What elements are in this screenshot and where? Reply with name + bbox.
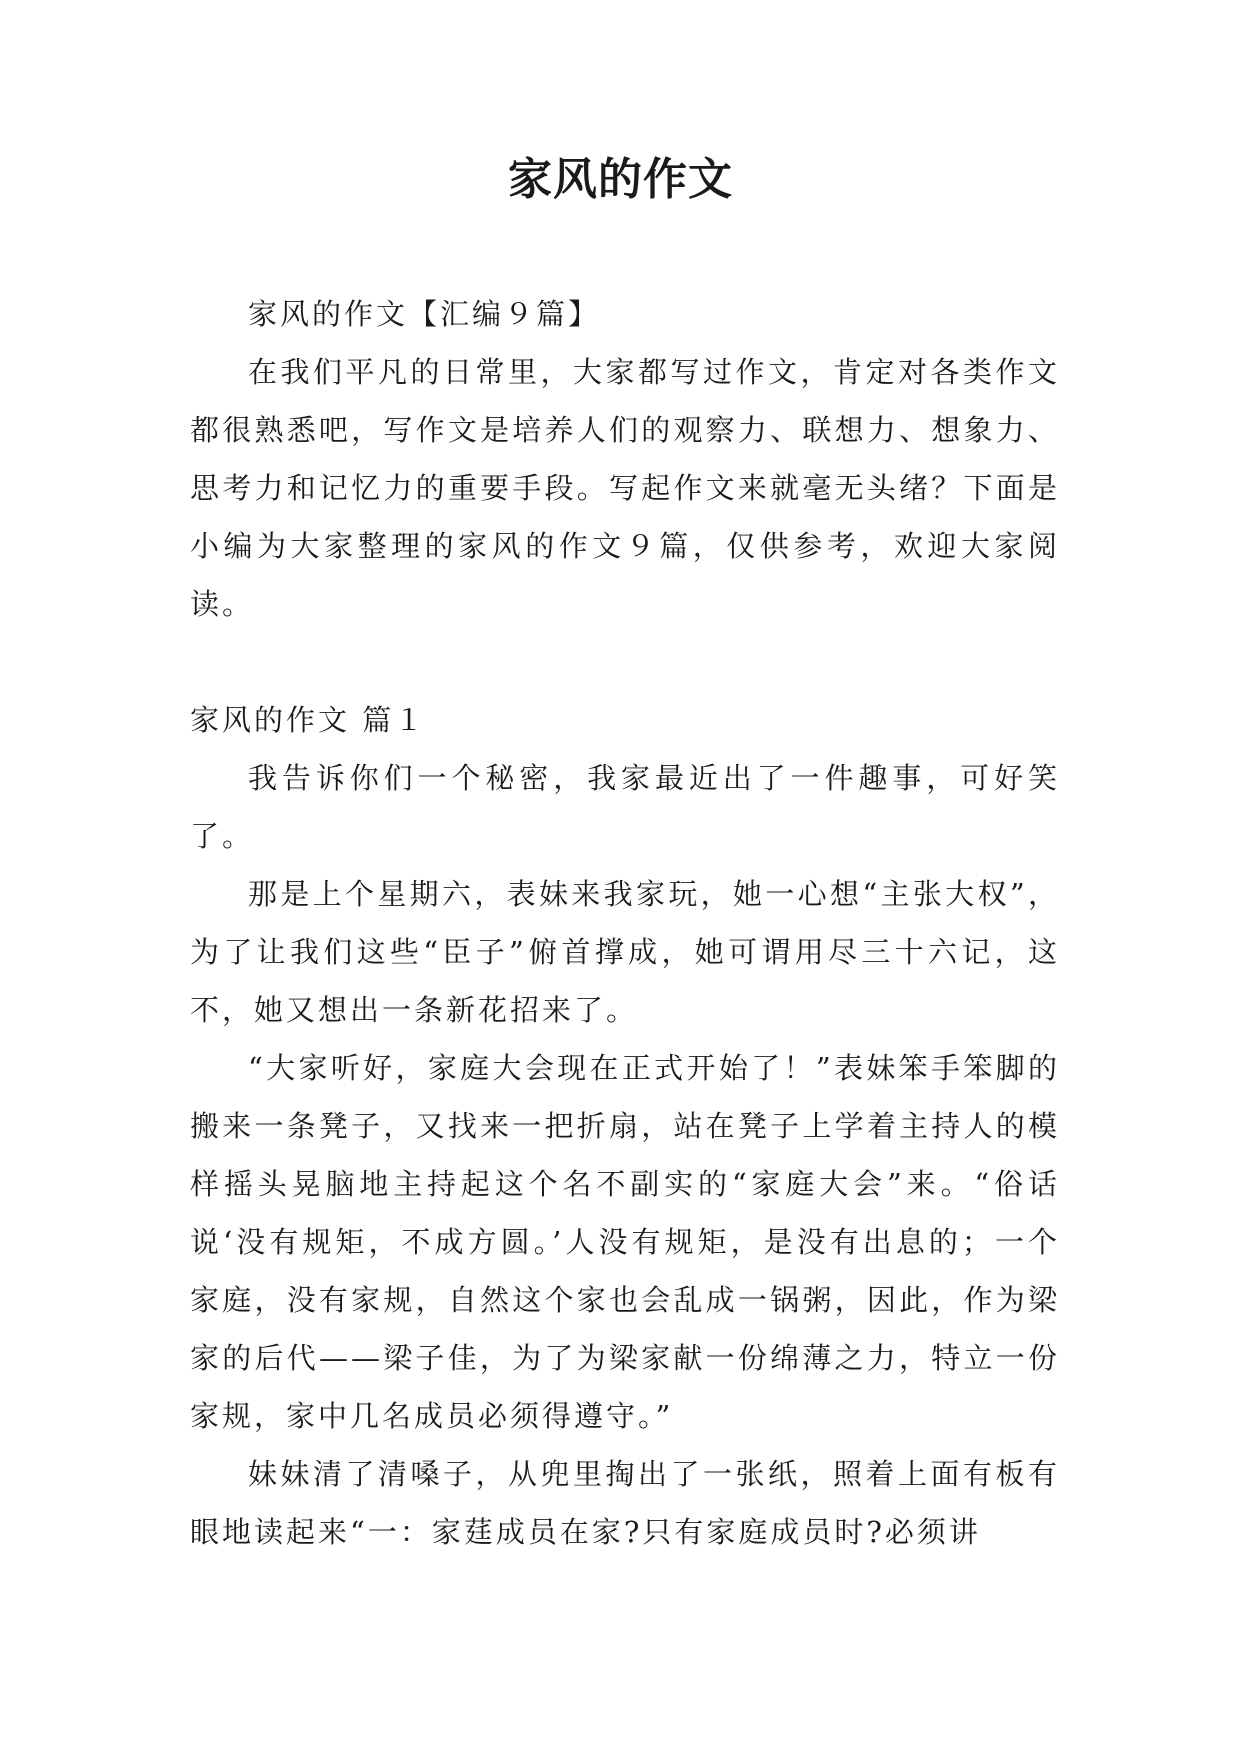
body-paragraph: 我告诉你们一个秘密，我家最近出了一件趣事，可好笑了。	[190, 761, 1060, 853]
intro-paragraph: 在我们平凡的日常里，大家都写过作文，肯定对各类作文都很熟悉吧，写作文是培养人们的观察力、联想力、想象力、思考力和记忆力的重要手段。写起作文来就毫无头绪？下面是小编为大家整理的家风的作文９篇，仅供参考，欢迎大家阅读。	[190, 355, 1060, 621]
document-body	[190, 285, 1060, 1561]
document-subtitle: 家风的作文【汇编９篇】	[248, 297, 601, 331]
body-paragraph: 妹妹清了清嗓子，从兜里掏出了一张纸，照着上面有板有眼地读起来“一：家莛成员在家?只有家庭成员时?必须讲	[190, 1457, 1060, 1549]
body-paragraph: “大家听好，家庭大会现在正式开始了！”表妹笨手笨脚的搬来一条凳子，又找来一把折扇，站在凳子上学着主持人的模样摇头晃脑地主持起这个名不副实的“家庭大会”来。“俗话说‘没有规矩，不成方圆。’人没有规矩，是没有出息的；一个家庭，没有家规，自然这个家也会乱成一锅粥，因此，作为梁家的后代——梁子佳，为了为梁家献一份绵薄之力，特立一份家规，家中几名成员必须得遵守。”	[190, 1051, 1060, 1433]
document-title: 家风的作文	[508, 154, 733, 205]
section-heading: 家风的作文 篇１	[190, 703, 427, 737]
body-paragraph: 那是上个星期六，表妹来我家玩，她一心想“主张大权”，为了让我们这些“臣子”俯首撑成，她可谓用尽三十六记，这不，她又想出一条新花招来了。	[190, 877, 1060, 1027]
